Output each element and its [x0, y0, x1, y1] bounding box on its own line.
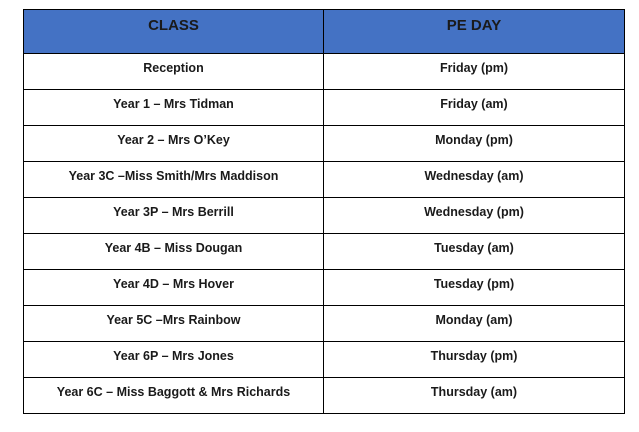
table-row [24, 378, 625, 414]
class-cell: Year 2 – Mrs O’Key [24, 126, 324, 162]
table-row [24, 90, 625, 126]
pe-day-cell: Wednesday (pm) [324, 198, 625, 234]
pe-day-cell: Friday (am) [324, 90, 625, 126]
table-header [24, 10, 625, 54]
pe-day-cell: Thursday (am) [324, 378, 625, 414]
class-cell: Year 6C – Miss Baggott & Mrs Richards [24, 378, 324, 414]
pe-day-cell: Monday (pm) [324, 126, 625, 162]
class-cell: Year 4D – Mrs Hover [24, 270, 324, 306]
class-cell: Year 5C –Mrs Rainbow [24, 306, 324, 342]
table-row [24, 162, 625, 198]
class-cell: Year 6P – Mrs Jones [24, 342, 324, 378]
pe-day-cell: Thursday (pm) [324, 342, 625, 378]
pe-day-cell: Wednesday (am) [324, 162, 625, 198]
table-row [24, 270, 625, 306]
class-cell: Year 3P – Mrs Berrill [24, 198, 324, 234]
class-cell: Year 1 – Mrs Tidman [24, 90, 324, 126]
pe-schedule-table [23, 9, 625, 414]
header-row [24, 10, 625, 54]
class-cell: Reception [24, 54, 324, 90]
column-header-class: CLASS [24, 10, 324, 54]
class-cell: Year 4B – Miss Dougan [24, 234, 324, 270]
table-row [24, 342, 625, 378]
pe-day-cell: Tuesday (am) [324, 234, 625, 270]
table-row [24, 54, 625, 90]
table-row [24, 306, 625, 342]
table-row [24, 234, 625, 270]
pe-day-cell: Tuesday (pm) [324, 270, 625, 306]
pe-day-cell: Monday (am) [324, 306, 625, 342]
table-body [24, 54, 625, 414]
table-row [24, 126, 625, 162]
pe-day-cell: Friday (pm) [324, 54, 625, 90]
table-row [24, 198, 625, 234]
pe-schedule-table-container [23, 9, 624, 414]
column-header-pe-day: PE DAY [324, 10, 625, 54]
class-cell: Year 3C –Miss Smith/Mrs Maddison [24, 162, 324, 198]
